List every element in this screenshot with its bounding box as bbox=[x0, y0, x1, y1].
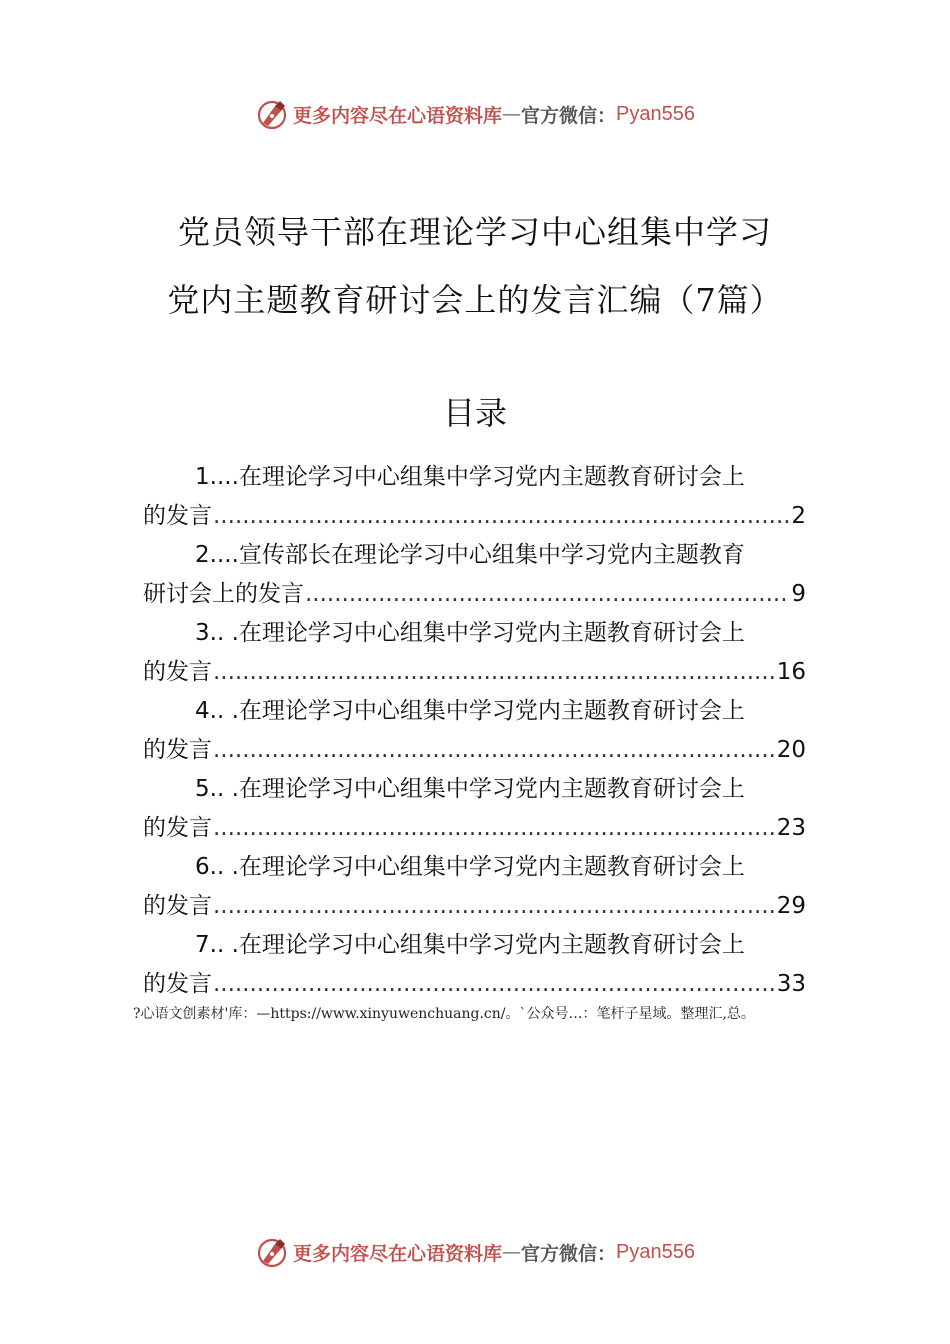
toc-entry-7[interactable] bbox=[143, 926, 806, 1004]
toc-entry-title-continued: 的发言 bbox=[143, 503, 212, 529]
toc-entry-title: 6.. .在理论学习中心组集中学习党内主题教育研讨会上 bbox=[195, 854, 745, 880]
toc-page-number: 16 bbox=[776, 659, 806, 685]
toc-entry-title-continued: 的发言 bbox=[143, 893, 212, 919]
toc-dot-leader bbox=[213, 731, 776, 770]
toc-page-number: 33 bbox=[776, 971, 806, 997]
toc-entry-title-continued: 的发言 bbox=[143, 971, 212, 997]
toc-entry-5[interactable] bbox=[143, 770, 806, 848]
toc-dot-leader bbox=[213, 887, 776, 926]
toc-entry-title-continued: 的发言 bbox=[143, 737, 212, 763]
toc-heading: 目录 bbox=[442, 394, 507, 432]
banner-dash: — bbox=[502, 1241, 522, 1263]
banner-site-text: 更多内容尽在心语资料库 bbox=[293, 1242, 503, 1265]
banner-wechat-label: 官方微信： bbox=[521, 104, 617, 127]
toc-entry-title-continued: 研讨会上的发言 bbox=[143, 581, 304, 607]
toc-page-number: 2 bbox=[791, 503, 806, 529]
toc-dot-leader bbox=[213, 965, 776, 1004]
toc-entry-title: 5.. .在理论学习中心组集中学习党内主题教育研讨会上 bbox=[195, 776, 745, 802]
toc-entry-title: 4.. .在理论学习中心组集中学习党内主题教育研讨会上 bbox=[195, 698, 745, 724]
toc-entry-title: 1....在理论学习中心组集中学习党内主题教育研讨会上 bbox=[195, 464, 745, 490]
banner-wechat-id: Pyan556 bbox=[616, 1240, 695, 1263]
banner-wechat-label: 官方微信： bbox=[521, 1242, 617, 1265]
banner-dash: — bbox=[502, 103, 522, 125]
toc-entry-1[interactable] bbox=[143, 458, 806, 536]
toc-page-number: 29 bbox=[776, 893, 806, 919]
table-of-contents bbox=[143, 458, 806, 1004]
document-title-line-1: 党员领导干部在理论学习中心组集中学习 bbox=[177, 213, 772, 251]
toc-page-number: 23 bbox=[776, 815, 806, 841]
toc-entry-4[interactable] bbox=[143, 692, 806, 770]
toc-entry-6[interactable] bbox=[143, 848, 806, 926]
footer-banner bbox=[0, 1232, 950, 1272]
toc-page-number: 9 bbox=[791, 581, 806, 607]
pen-nib-logo-icon bbox=[255, 1235, 289, 1269]
toc-page-number: 20 bbox=[776, 737, 806, 763]
toc-entry-3[interactable] bbox=[143, 614, 806, 692]
toc-entry-title-continued: 的发言 bbox=[143, 659, 212, 685]
banner-site-text: 更多内容尽在心语资料库 bbox=[293, 104, 503, 127]
document-title-line-2: 党内主题教育研讨会上的发言汇编（7篇） bbox=[167, 281, 783, 319]
toc-dot-leader bbox=[213, 497, 790, 536]
toc-dot-leader bbox=[213, 653, 776, 692]
toc-dot-leader bbox=[305, 575, 790, 614]
pen-nib-logo-icon bbox=[255, 97, 289, 131]
toc-entry-title: 2....宣传部长在理论学习中心组集中学习党内主题教育 bbox=[195, 542, 745, 568]
header-banner bbox=[0, 94, 950, 134]
toc-entry-title: 7.. .在理论学习中心组集中学习党内主题教育研讨会上 bbox=[195, 932, 745, 958]
toc-dot-leader bbox=[213, 809, 776, 848]
source-note: ?心语文创素材'库：—https://www.xinyuwenchuang.cn/。`公众号…：笔杆子星域。整理汇,总。 bbox=[133, 1006, 755, 1022]
toc-entry-2[interactable] bbox=[143, 536, 806, 614]
toc-entry-title: 3.. .在理论学习中心组集中学习党内主题教育研讨会上 bbox=[195, 620, 745, 646]
toc-entry-title-continued: 的发言 bbox=[143, 815, 212, 841]
banner-wechat-id: Pyan556 bbox=[616, 102, 695, 125]
